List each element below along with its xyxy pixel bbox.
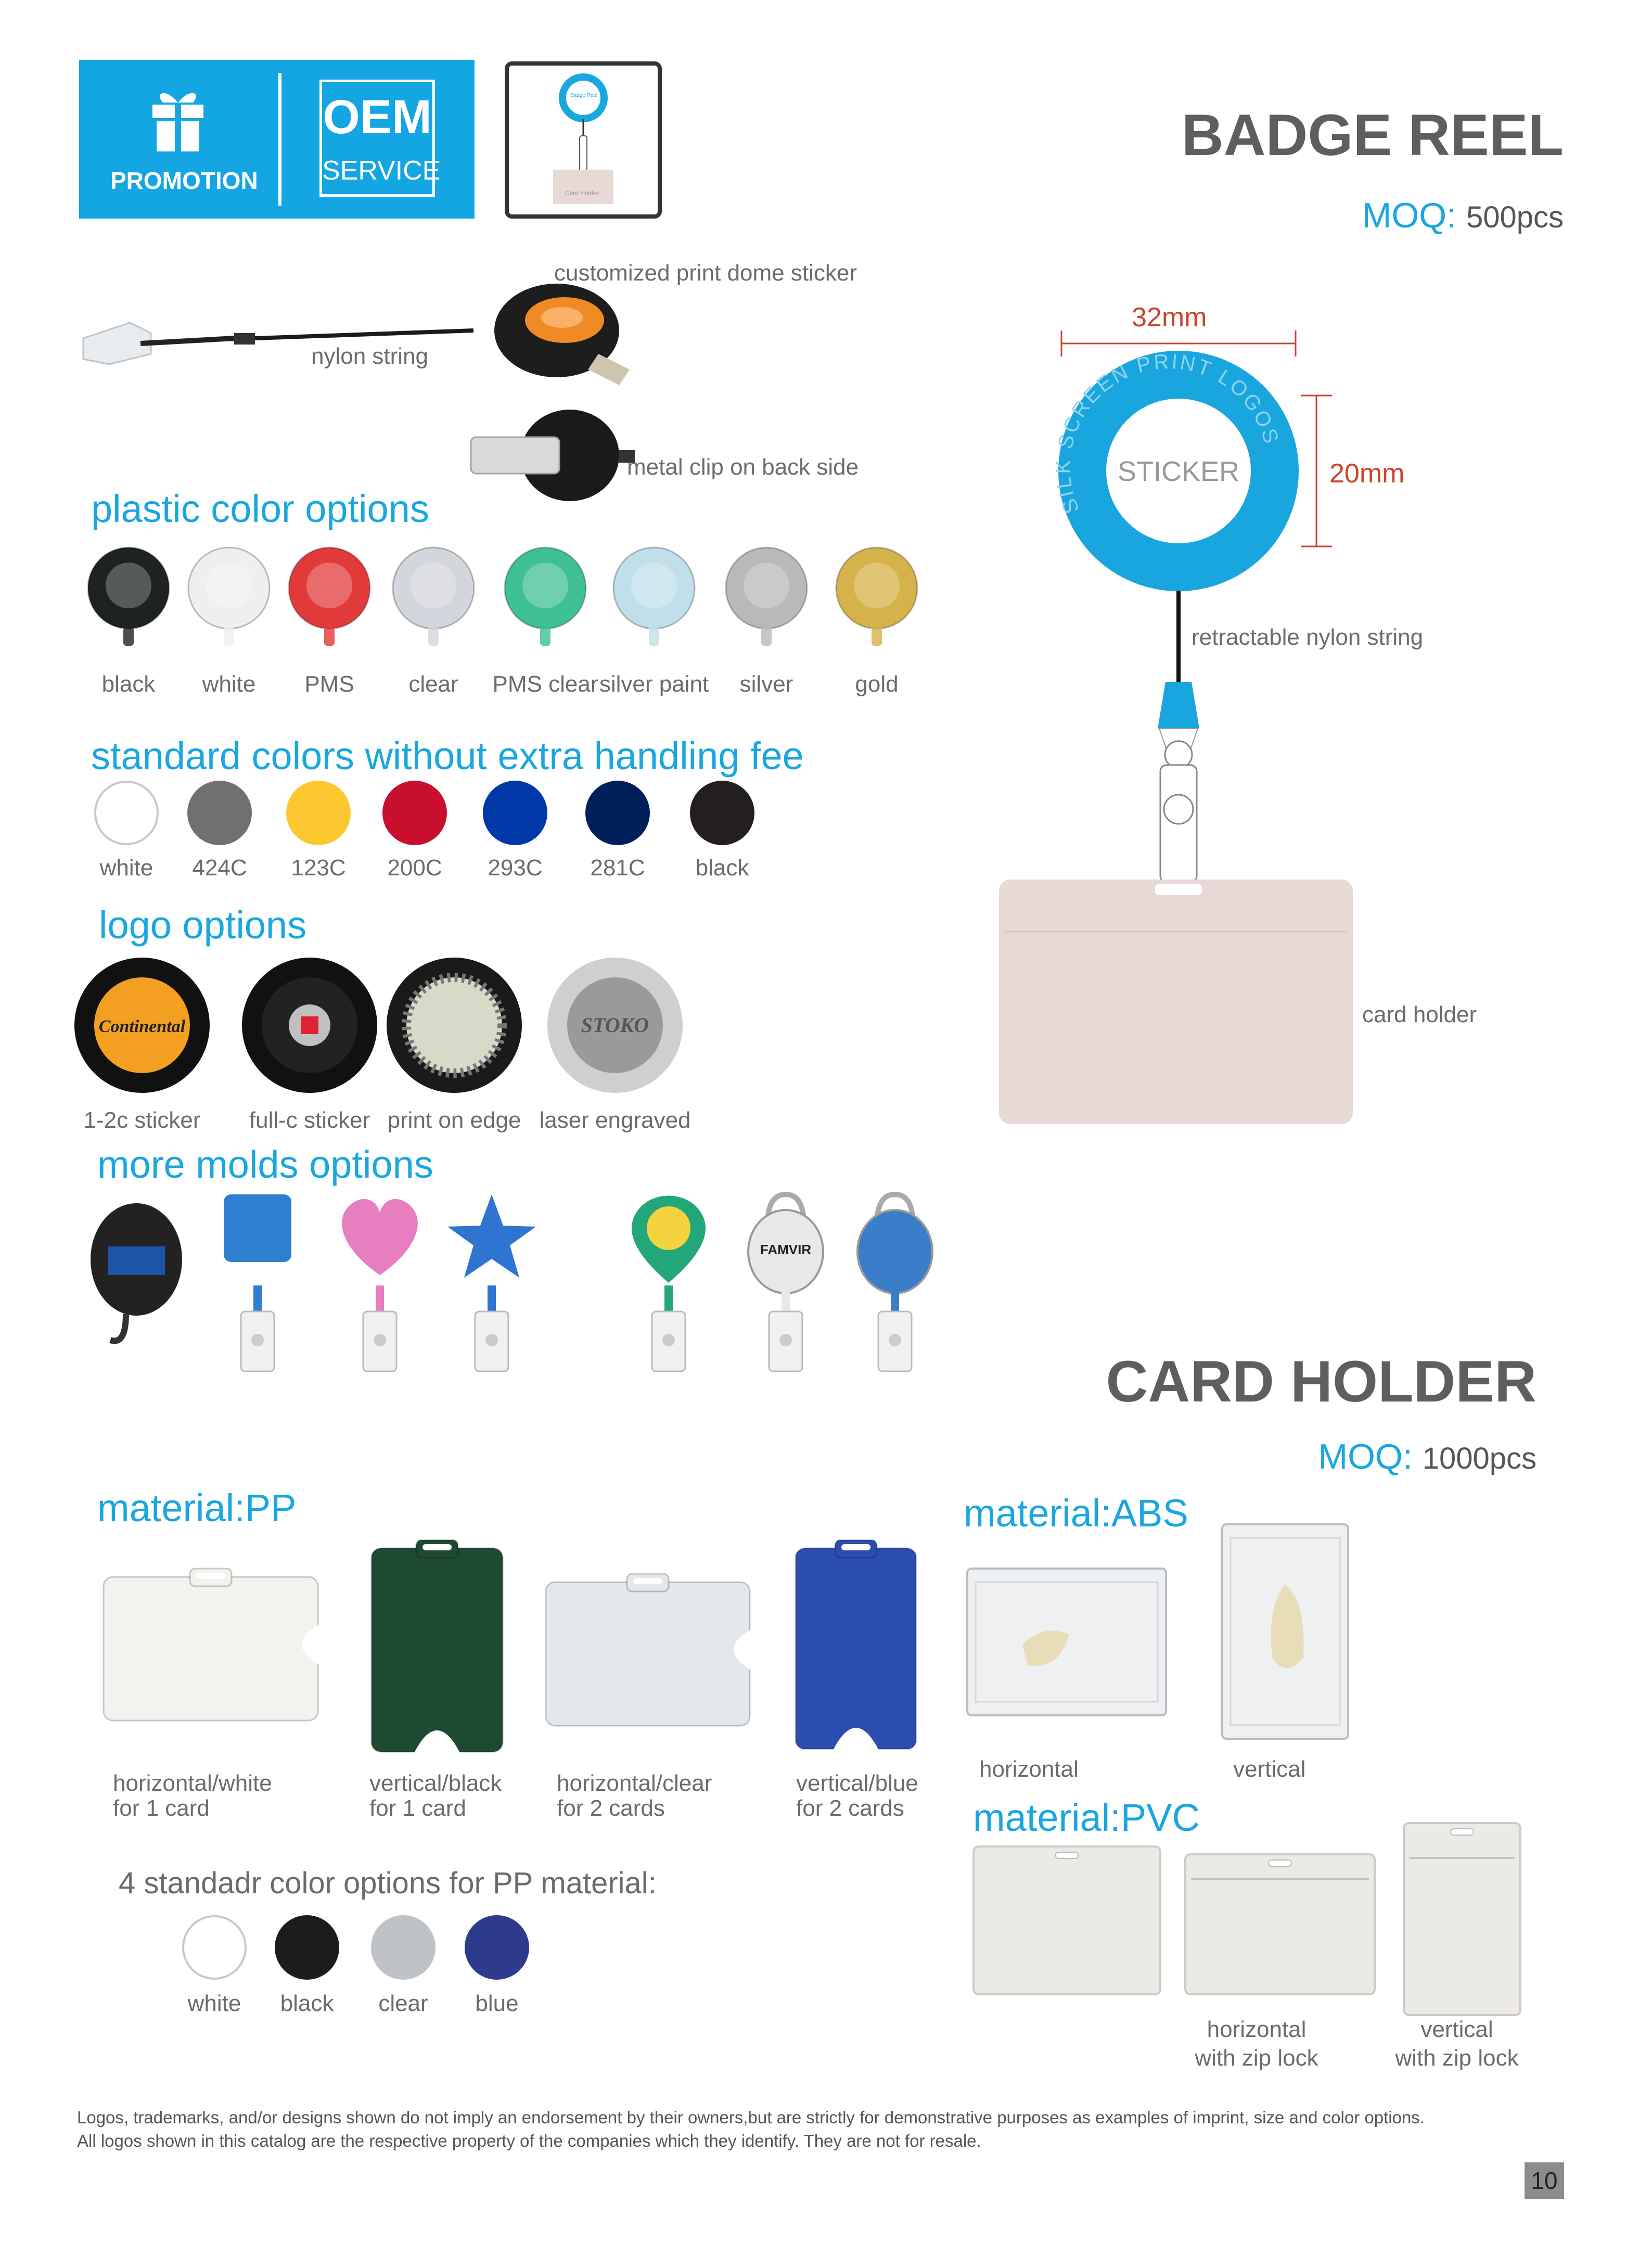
logo-option-label: full-c sticker bbox=[249, 1107, 370, 1133]
badge-reel-title: BADGE REEL bbox=[1181, 103, 1564, 168]
pp-color-label: white bbox=[187, 1991, 241, 2016]
moq-value: 500pcs bbox=[1466, 200, 1564, 234]
pvc-holder-icon bbox=[972, 1845, 1162, 1996]
mold-item-oval-hook bbox=[79, 1184, 194, 1377]
mold-item-star bbox=[434, 1184, 549, 1377]
card-holder-icon bbox=[793, 1538, 918, 1751]
page-number: 10 bbox=[1525, 2162, 1564, 2199]
standard-color-label: 200C bbox=[387, 855, 442, 881]
plastic-colors-title: plastic color options bbox=[91, 487, 429, 530]
abs-holder-icon bbox=[1220, 1522, 1350, 1741]
pp-color-label: black bbox=[280, 1991, 334, 2016]
standard-color-label: white bbox=[99, 855, 153, 881]
pp-holder-item bbox=[793, 1538, 918, 1751]
pp-holder-sublabel: for 2 cards bbox=[557, 1795, 665, 1821]
card-moq-label: MOQ: bbox=[1318, 1437, 1413, 1476]
logo-option-item bbox=[384, 955, 524, 1095]
mold-star-icon bbox=[434, 1184, 549, 1377]
mold-carabiner-icon bbox=[728, 1184, 843, 1377]
moq-label: MOQ: bbox=[1362, 196, 1457, 235]
card-holder-moq bbox=[1318, 1436, 1536, 1477]
pp-holder-label: vertical/black bbox=[369, 1770, 502, 1796]
oem-service-label: SERVICE bbox=[322, 156, 441, 186]
callout-nylon-string: nylon string bbox=[311, 343, 429, 369]
badge-reel-icon bbox=[283, 544, 376, 648]
badge-reel-icon bbox=[387, 544, 480, 648]
abs-holder-icon bbox=[965, 1566, 1168, 1717]
logo-option-label: laser engraved bbox=[539, 1107, 691, 1133]
standard-color-swatch bbox=[94, 781, 159, 845]
sticker-label: STICKER bbox=[1118, 456, 1240, 487]
mold-drop-icon bbox=[611, 1184, 726, 1377]
preview-holder-text: Card Holder bbox=[565, 189, 599, 197]
pp-holder-label: vertical/blue bbox=[796, 1770, 918, 1796]
badge-reel-icon bbox=[82, 544, 175, 648]
promotion-banner bbox=[79, 60, 475, 219]
plastic-color-label: PMS bbox=[304, 671, 354, 697]
card-holder-icon bbox=[101, 1566, 320, 1723]
standard-color-swatch bbox=[187, 781, 252, 845]
plastic-color-item bbox=[830, 544, 924, 648]
mold-item-carabiner bbox=[838, 1184, 952, 1377]
card-moq-value: 1000pcs bbox=[1422, 1442, 1536, 1475]
logo-option-label: print on edge bbox=[387, 1107, 521, 1133]
logo-option-item bbox=[545, 955, 685, 1095]
plastic-color-item bbox=[720, 544, 813, 648]
pp-holder-label: horizontal/clear bbox=[557, 1770, 712, 1796]
pvc-holder-icon bbox=[1402, 1821, 1522, 2017]
plastic-color-label: silver paint bbox=[599, 671, 709, 697]
badge-reel-icon bbox=[720, 544, 813, 648]
plastic-color-item bbox=[182, 544, 276, 648]
card-holder-title: CARD HOLDER bbox=[1106, 1349, 1536, 1414]
logo-reel-icon bbox=[239, 955, 380, 1095]
standard-color-swatch bbox=[585, 781, 650, 845]
plastic-color-item bbox=[283, 544, 376, 648]
abs-holder-label: horizontal bbox=[979, 1756, 1079, 1782]
card-holder-icon bbox=[544, 1572, 752, 1728]
preview-reel-text: Badge Reel bbox=[570, 93, 598, 98]
abs-title: material:ABS bbox=[964, 1492, 1188, 1535]
plastic-color-label: white bbox=[202, 671, 256, 697]
pvc-title: material:PVC bbox=[973, 1796, 1200, 1839]
disclaimer-line-1: Logos, trademarks, and/or designs shown do not imply an endorsement by their owners,but are strictly for demonstrative purposes as examples of imprint, size and color options. bbox=[77, 2108, 1425, 2127]
logo-reel-icon bbox=[545, 955, 685, 1095]
oem-box bbox=[319, 80, 441, 197]
logo-reel-icon bbox=[72, 955, 212, 1095]
pp-holder-sublabel: for 1 card bbox=[369, 1795, 466, 1821]
mold-item-heart bbox=[323, 1184, 437, 1377]
mold-carabiner-icon bbox=[838, 1184, 952, 1377]
pp-color-swatch bbox=[182, 1915, 247, 1980]
logo-option-item bbox=[72, 955, 212, 1095]
pvc-holder-item bbox=[972, 1845, 1162, 1996]
callout-metal-clip: metal clip on back side bbox=[627, 454, 859, 480]
svg-text:STOKO: STOKO bbox=[581, 1013, 649, 1037]
pp-holder-sublabel: for 2 cards bbox=[796, 1795, 904, 1821]
abs-holder-item bbox=[1220, 1522, 1350, 1741]
pp-holder-item bbox=[544, 1572, 752, 1728]
pp-holder-item bbox=[369, 1538, 505, 1754]
svg-text:SILK SCREEN PRINT LOGOS: SILK SCREEN PRINT LOGOS bbox=[1052, 350, 1284, 517]
pp-holder-item bbox=[101, 1566, 320, 1723]
plastic-color-item bbox=[607, 544, 701, 648]
standard-color-label: 424C bbox=[192, 855, 247, 881]
pp-color-swatch bbox=[465, 1915, 529, 1980]
mold-item-drop bbox=[611, 1184, 726, 1377]
standard-color-label: 123C bbox=[291, 855, 346, 881]
pvc-holder-label: vertical bbox=[1420, 2017, 1493, 2042]
oem-label: OEM bbox=[323, 91, 432, 144]
plastic-color-item bbox=[498, 544, 592, 648]
pvc-holder-sublabel: with zip lock bbox=[1195, 2045, 1318, 2071]
plastic-color-label: clear bbox=[408, 671, 458, 697]
banner-divider bbox=[278, 73, 281, 206]
badge-reel-icon bbox=[607, 544, 701, 648]
plastic-color-label: gold bbox=[855, 671, 899, 697]
logo-option-item bbox=[239, 955, 380, 1095]
plastic-color-label: PMS clear bbox=[492, 671, 598, 697]
abs-holder-item bbox=[965, 1566, 1168, 1717]
plastic-color-label: black bbox=[101, 671, 156, 697]
standard-color-swatch bbox=[286, 781, 351, 845]
promotion-label: PROMOTION bbox=[110, 167, 258, 194]
standard-color-swatch bbox=[382, 781, 447, 845]
plastic-color-label: silver bbox=[739, 671, 793, 697]
pp-holder-sublabel: for 1 card bbox=[113, 1795, 210, 1821]
logo-option-label: 1-2c sticker bbox=[83, 1107, 201, 1133]
plastic-color-item bbox=[82, 544, 175, 648]
retractable-string-label: retractable nylon string bbox=[1192, 625, 1424, 650]
pvc-holder-sublabel: with zip lock bbox=[1395, 2045, 1519, 2071]
standard-color-swatch bbox=[483, 781, 547, 845]
more-molds-title: more molds options bbox=[97, 1143, 433, 1186]
pvc-holder-item bbox=[1184, 1853, 1376, 1996]
badge-reel-icon bbox=[498, 544, 592, 648]
pp-holder-label: horizontal/white bbox=[113, 1770, 272, 1796]
svg-text:Continental: Continental bbox=[98, 1017, 186, 1036]
dim-height-label: 20mm bbox=[1329, 458, 1405, 489]
standard-colors-title: standard colors without extra handling fee bbox=[91, 734, 804, 778]
standard-color-label: black bbox=[695, 855, 749, 881]
plastic-color-item bbox=[387, 544, 480, 648]
standard-color-label: 281C bbox=[590, 855, 645, 881]
card-holder-icon bbox=[369, 1538, 505, 1754]
callout-dome-sticker: customized print dome sticker bbox=[554, 260, 857, 286]
standard-color-swatch bbox=[690, 781, 754, 845]
pp-color-swatch bbox=[275, 1915, 339, 1980]
mold-oval-hook-icon bbox=[79, 1184, 194, 1377]
pp-title: material:PP bbox=[97, 1486, 297, 1530]
mold-item-square bbox=[200, 1184, 315, 1377]
standard-color-label: 293C bbox=[488, 855, 543, 881]
gift-icon bbox=[149, 86, 207, 154]
logo-options-title: logo options bbox=[99, 903, 307, 947]
card-holder-label: card holder bbox=[1362, 1002, 1477, 1027]
pvc-holder-item bbox=[1402, 1821, 1522, 2017]
dim-width-label: 32mm bbox=[1132, 302, 1207, 333]
badge-reel-icon bbox=[830, 544, 924, 648]
badge-reel-icon bbox=[182, 544, 276, 648]
logo-reel-icon bbox=[384, 955, 524, 1095]
mold-heart-icon bbox=[323, 1184, 437, 1377]
badge-reel-moq bbox=[1362, 195, 1564, 236]
pp-color-swatch bbox=[371, 1915, 436, 1980]
pvc-holder-icon bbox=[1184, 1853, 1376, 1996]
mold-item-carabiner bbox=[728, 1184, 843, 1377]
svg-text:FAMVIR: FAMVIR bbox=[760, 1242, 812, 1257]
mold-square-icon bbox=[200, 1184, 315, 1377]
disclaimer-line-2: All logos shown in this catalog are the respective property of the companies which they identify. They are not for resale. bbox=[77, 2131, 981, 2150]
pp-color-options-title: 4 standadr color options for PP material: bbox=[119, 1866, 657, 1900]
pp-color-label: clear bbox=[378, 1991, 428, 2016]
pp-color-label: blue bbox=[475, 1991, 519, 2016]
pvc-holder-label: horizontal bbox=[1207, 2017, 1307, 2042]
abs-holder-label: vertical bbox=[1233, 1756, 1306, 1782]
product-preview-box bbox=[505, 61, 662, 219]
